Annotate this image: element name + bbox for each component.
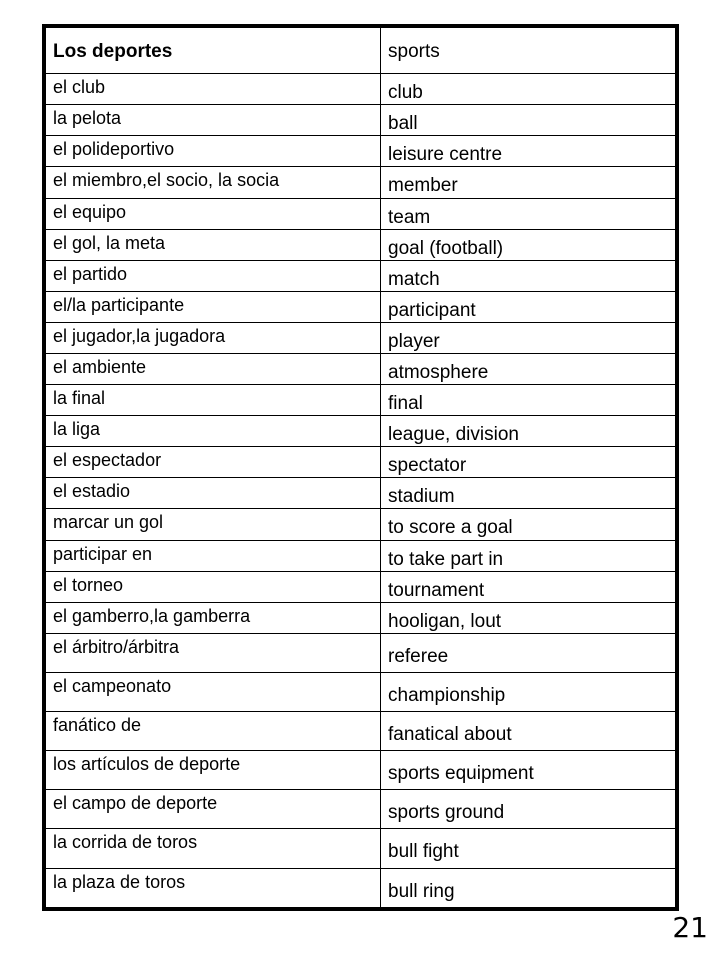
page-number: 21: [672, 911, 708, 944]
english-translation: league, division: [381, 416, 676, 447]
spanish-term: el equipo: [46, 198, 381, 229]
english-translation: final: [381, 385, 676, 416]
table-row: [46, 447, 676, 478]
table-row: [46, 291, 676, 322]
english-translation: goal (football): [381, 229, 676, 260]
spanish-term: participar en: [46, 540, 381, 571]
table-row: [46, 385, 676, 416]
english-translation: bull ring: [381, 868, 676, 907]
header-spanish: Los deportes: [46, 28, 381, 74]
table-row: [46, 105, 676, 136]
english-translation: team: [381, 198, 676, 229]
english-translation: tournament: [381, 571, 676, 602]
table-row: [46, 136, 676, 167]
spanish-term: el torneo: [46, 571, 381, 602]
spanish-term: el árbitro/árbitra: [46, 633, 381, 672]
vocabulary-table-body: [46, 28, 676, 908]
english-translation: ball: [381, 105, 676, 136]
spanish-term: el polideportivo: [46, 136, 381, 167]
english-translation: stadium: [381, 478, 676, 509]
spanish-term: la plaza de toros: [46, 868, 381, 907]
table-header-row: [46, 28, 676, 74]
spanish-term: el partido: [46, 260, 381, 291]
table-row: [46, 167, 676, 198]
table-row: [46, 633, 676, 672]
table-row: [46, 509, 676, 540]
spanish-term: fanático de: [46, 712, 381, 751]
spanish-term: el gamberro,la gamberra: [46, 602, 381, 633]
english-translation: sports equipment: [381, 751, 676, 790]
spanish-term: el/la participante: [46, 291, 381, 322]
table-row: [46, 829, 676, 868]
english-translation: atmosphere: [381, 354, 676, 385]
english-translation: participant: [381, 291, 676, 322]
english-translation: member: [381, 167, 676, 198]
english-translation: hooligan, lout: [381, 602, 676, 633]
english-translation: referee: [381, 633, 676, 672]
vocabulary-table-container: [42, 24, 679, 911]
table-row: [46, 571, 676, 602]
spanish-term: el ambiente: [46, 354, 381, 385]
spanish-term: los artículos de deporte: [46, 751, 381, 790]
english-translation: player: [381, 322, 676, 353]
english-translation: club: [381, 74, 676, 105]
spanish-term: el miembro,el socio, la socia: [46, 167, 381, 198]
spanish-term: el gol, la meta: [46, 229, 381, 260]
table-row: [46, 790, 676, 829]
english-translation: championship: [381, 672, 676, 711]
table-row: [46, 672, 676, 711]
spanish-term: el estadio: [46, 478, 381, 509]
table-row: [46, 478, 676, 509]
table-row: [46, 354, 676, 385]
spanish-term: el club: [46, 74, 381, 105]
english-translation: bull fight: [381, 829, 676, 868]
table-row: [46, 229, 676, 260]
spanish-term: la final: [46, 385, 381, 416]
english-translation: leisure centre: [381, 136, 676, 167]
table-row: [46, 602, 676, 633]
header-english: sports: [381, 28, 676, 74]
english-translation: to score a goal: [381, 509, 676, 540]
english-translation: fanatical about: [381, 712, 676, 751]
spanish-term: el campo de deporte: [46, 790, 381, 829]
table-row: [46, 198, 676, 229]
spanish-term: el espectador: [46, 447, 381, 478]
table-row: [46, 260, 676, 291]
table-row: [46, 712, 676, 751]
english-translation: spectator: [381, 447, 676, 478]
english-translation: sports ground: [381, 790, 676, 829]
english-translation: match: [381, 260, 676, 291]
vocabulary-table: [45, 27, 676, 908]
spanish-term: marcar un gol: [46, 509, 381, 540]
spanish-term: la liga: [46, 416, 381, 447]
spanish-term: la corrida de toros: [46, 829, 381, 868]
spanish-term: el jugador,la jugadora: [46, 322, 381, 353]
english-translation: to take part in: [381, 540, 676, 571]
table-row: [46, 751, 676, 790]
table-row: [46, 416, 676, 447]
spanish-term: el campeonato: [46, 672, 381, 711]
spanish-term: la pelota: [46, 105, 381, 136]
table-row: [46, 74, 676, 105]
table-row: [46, 322, 676, 353]
table-row: [46, 540, 676, 571]
table-row: [46, 868, 676, 907]
